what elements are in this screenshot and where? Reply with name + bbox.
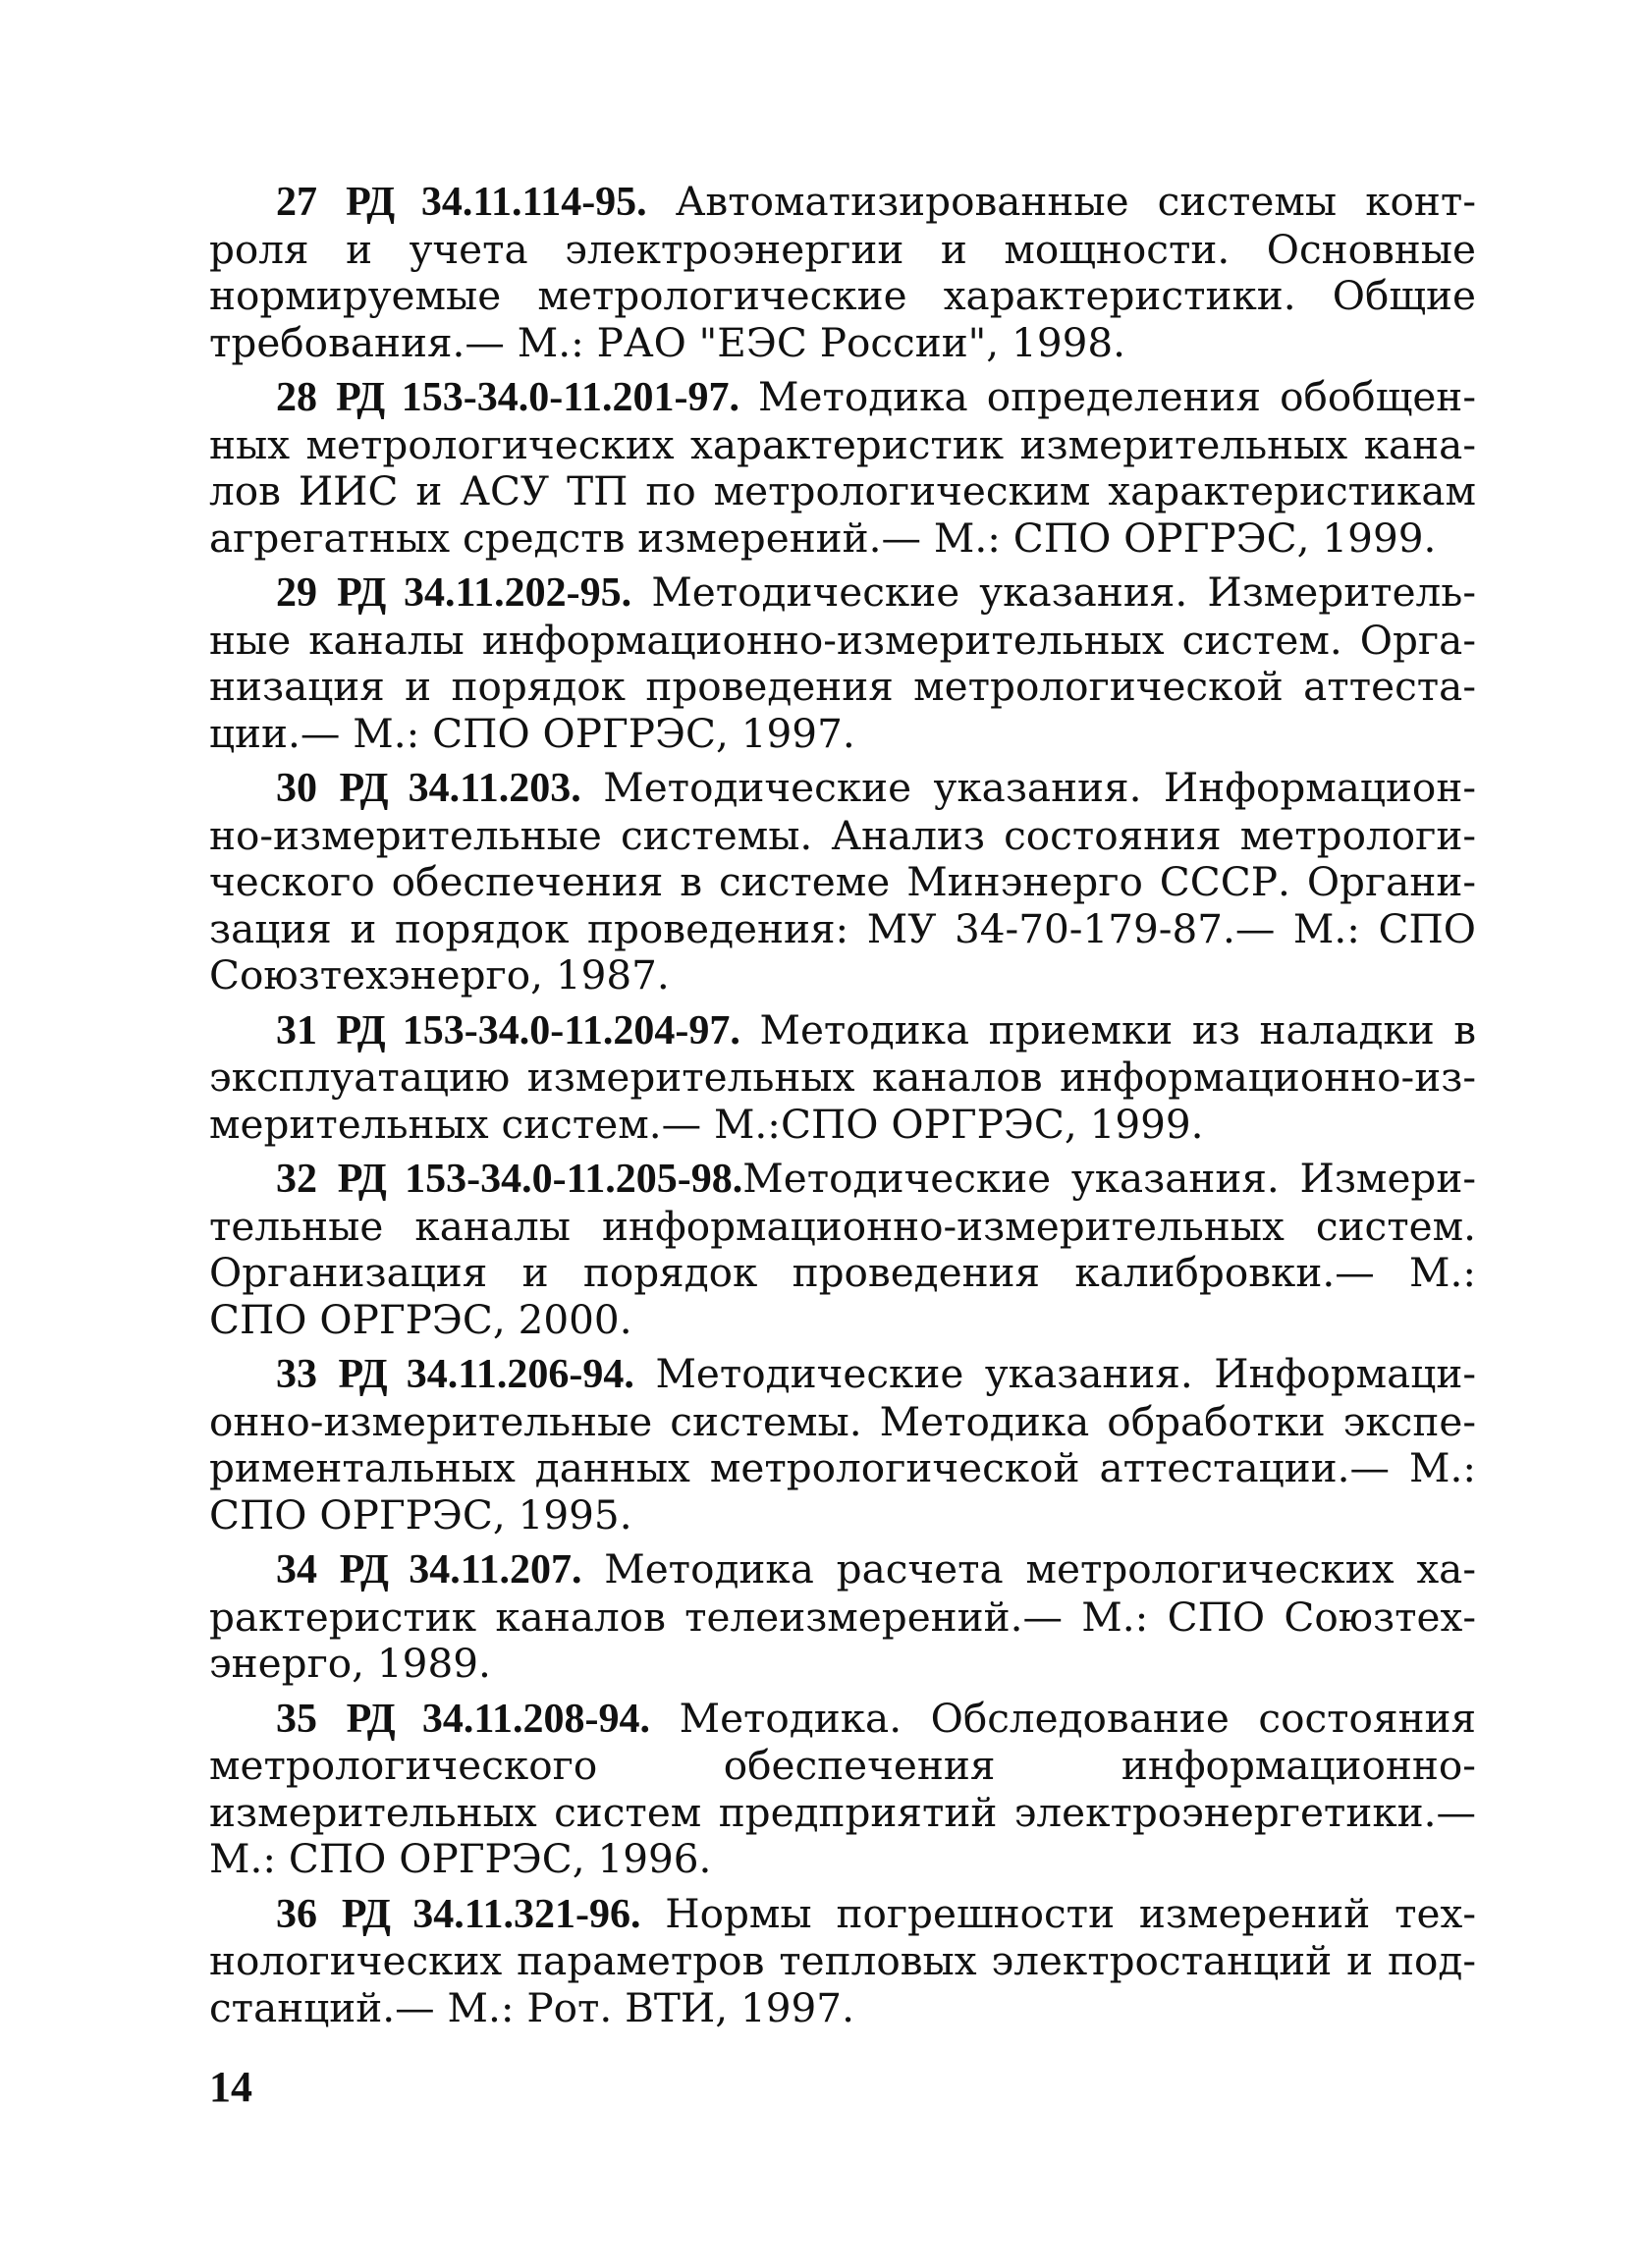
reference-text: Методические указания. Измерительные каналы информационно-измерительных систем. Организация и порядок проведения метрологической аттестации.— М.: СПО ОРГРЭС, 1997. [209, 568, 1477, 757]
reference-number: 36 [276, 1891, 317, 1937]
reference-entry [209, 1351, 1476, 1539]
page-number: 14 [209, 2063, 252, 2111]
reference-text: Методика определения обобщенных метрологических характеристик измерительных каналов ИИС и АСУ ТП по метрологическим характеристикам агрегатных средств измерений.— М.: СПО ОРГРЭС, 1999. [209, 373, 1476, 562]
reference-code: РД 153-34.0-11.204-97. [336, 1007, 740, 1053]
reference-entry [209, 1891, 1476, 2032]
reference-code: РД 34.11.208-94. [346, 1696, 651, 1742]
reference-entry [209, 1696, 1476, 1883]
reference-code: РД 153-34.0-11.205-98. [337, 1157, 743, 1202]
reference-code: РД 153-34.0-11.201-97. [336, 375, 739, 420]
reference-code: РД 34.11.114-95. [346, 180, 647, 225]
reference-text: Методические указания. Измерительные каналы информационно-измерительных систем. Организация и порядок проведения калибровки.— М.: СПО ОРГРЭС, 2000. [209, 1155, 1477, 1343]
reference-code: РД 34.11.207. [339, 1547, 582, 1593]
reference-text: Методические указания. Информационно-измерительные системы. Анализ состояния метрологического обеспечения в системе Минэнерго СССР. Организация и порядок проведения: МУ 34-70-179-87.— М.: СПО Союзтехэнерго, 1987. [209, 764, 1476, 999]
reference-number: 29 [276, 570, 317, 616]
reference-text: Нормы погрешности измерений технологических параметров тепловых электростанций и подстанций.— М.: Рот. ВТИ, 1997. [209, 1889, 1477, 2031]
reference-code: РД 34.11.206-94. [338, 1352, 634, 1397]
reference-entry [209, 1546, 1476, 1688]
reference-entry [209, 765, 1476, 999]
reference-list [209, 179, 1476, 2039]
reference-entry [209, 569, 1476, 757]
reference-text: Методика. Обследование состояния метрологического обеспечения информационно-измерительных систем предприятий электроэнергетики.— М.: СПО ОРГРЭС, 1996. [209, 1694, 1477, 1882]
reference-text: Методические указания. Информационно-измерительные системы. Методика обработки экспериментальных данных метрологической аттестации.— М.: СПО ОРГРЭС, 1995. [209, 1350, 1476, 1539]
reference-text: Автоматизированные системы контроля и учета электроэнергии и мощности. Основные нормируемые метрологические характеристики. Общие требования.— М.: РАО "ЕЭС России", 1998. [209, 178, 1476, 366]
reference-entry [209, 1007, 1476, 1149]
reference-text: Методика приемки из наладки в эксплуатацию измерительных каналов информационно-измерительных систем.— М.:СПО ОРГРЭС, 1999. [209, 1005, 1477, 1148]
reference-number: 27 [276, 180, 317, 225]
reference-number: 30 [276, 766, 317, 811]
reference-number: 33 [276, 1352, 317, 1397]
reference-code: РД 34.11.203. [339, 766, 581, 811]
reference-number: 31 [276, 1007, 317, 1053]
reference-code: РД 34.11.321-96. [341, 1891, 641, 1937]
reference-code: РД 34.11.202-95. [337, 570, 632, 616]
reference-text: Методика расчета метрологических характеристик каналов телеизмерений.— М.: СПО Союзтехэнерго, 1989. [209, 1545, 1477, 1687]
reference-entry [209, 179, 1476, 366]
reference-number: 35 [276, 1696, 317, 1742]
reference-number: 32 [276, 1157, 317, 1202]
reference-number: 34 [276, 1547, 317, 1593]
reference-number: 28 [276, 375, 317, 420]
reference-entry [209, 374, 1476, 562]
reference-entry [209, 1156, 1476, 1343]
